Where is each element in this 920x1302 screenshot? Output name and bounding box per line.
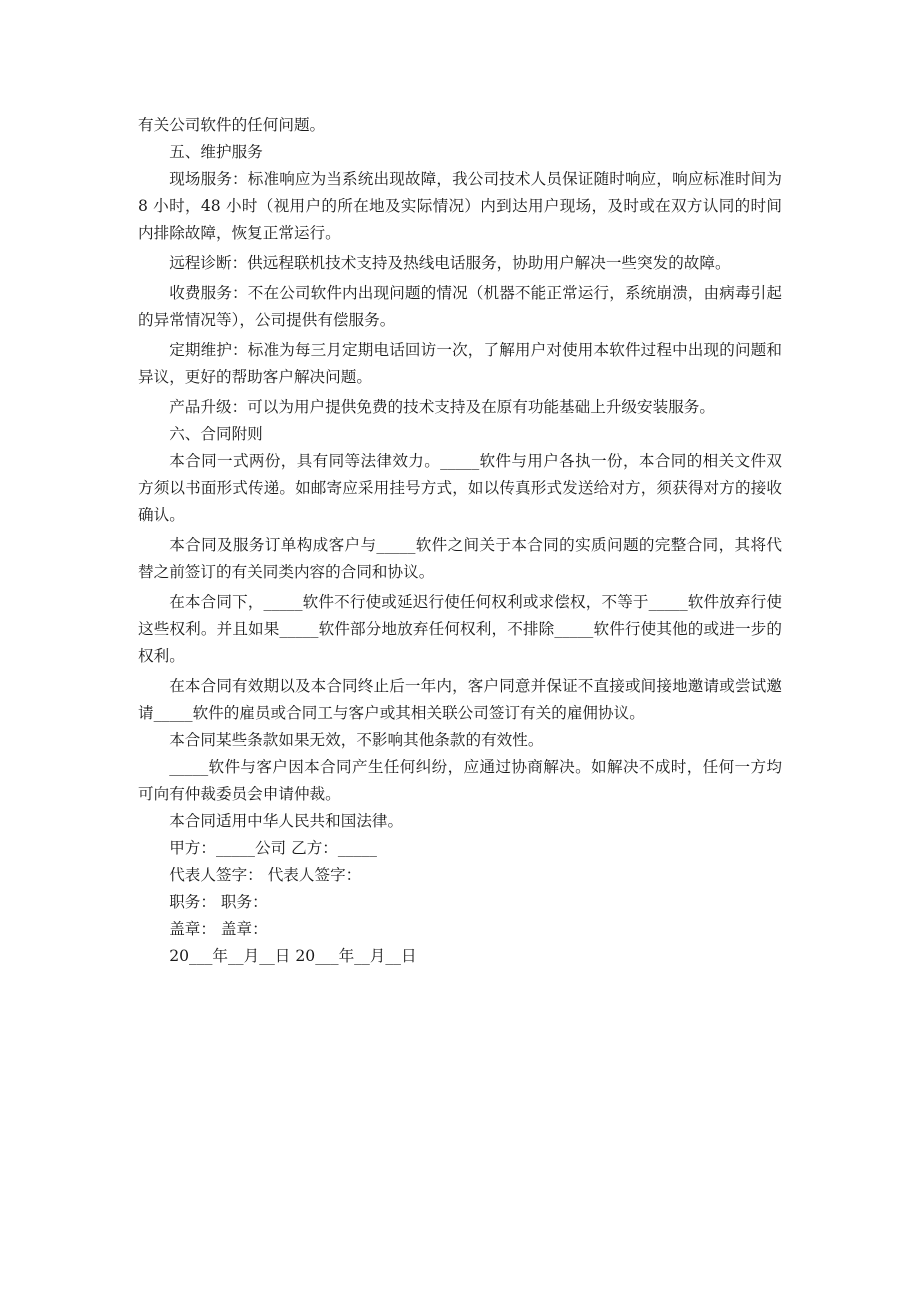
signature-seals: 盖章： 盖章： xyxy=(169,920,268,938)
signature-parties: 甲方：_____公司 乙方：_____ xyxy=(169,839,377,857)
paragraph-paid-service: 收费服务：不在公司软件内出现问题的情况（机器不能正常运行，系统崩溃，由病毒引起的异常情况等），公司提供有偿服务。 xyxy=(138,284,782,329)
paragraph-onsite-service: 现场服务：标准响应为当系统出现故障，我公司技术人员保证随时响应，响应标准时间为 8 小时，48 小时（视用户的所在地及实际情况）内到达用户现场，及时或在双方认同的时间内排除故障，恢复正常运行。 xyxy=(138,170,782,242)
paragraph-complete-contract: 本合同及服务订单构成客户与_____软件之间关于本合同的实质问题的完整合同，其将代替之前签订的有关同类内容的合同和协议。 xyxy=(138,536,782,581)
paragraph-regular-maintenance: 定期维护：标准为每三月定期电话回访一次，了解用户对使用本软件过程中出现的问题和异议，更好的帮助客户解决问题。 xyxy=(138,341,782,386)
signature-representatives: 代表人签字： 代表人签字： xyxy=(169,866,362,884)
paragraph-continuation: 有关公司软件的任何问题。 xyxy=(138,116,326,134)
paragraph-copies: 本合同一式两份，具有同等法律效力。_____软件与用户各执一份，本合同的相关文件双方须以书面形式传递。如邮寄应采用挂号方式，如以传真形式发送给对方，须获得对方的接收确认。 xyxy=(138,452,782,524)
paragraph-remote-diagnosis: 远程诊断：供远程联机技术支持及热线电话服务，协助用户解决一些突发的故障。 xyxy=(169,254,731,272)
section-heading-supplementary: 六、合同附则 xyxy=(169,425,263,443)
paragraph-non-solicitation: 在本合同有效期以及本合同终止后一年内，客户同意并保证不直接或间接地邀请或尝试邀请_____软件的雇员或合同工与客户或其相关联公司签订有关的雇佣协议。 xyxy=(138,677,782,722)
signature-dates: 20___年__月__日 20___年__月__日 xyxy=(169,947,417,965)
paragraph-governing-law: 本合同适用中华人民共和国法律。 xyxy=(169,812,404,830)
section-heading-maintenance: 五、维护服务 xyxy=(169,143,263,161)
document-page xyxy=(138,112,782,970)
paragraph-rights-waiver: 在本合同下，_____软件不行使或延迟行使任何权利或求偿权，不等于_____软件放弃行使这些权利。并且如果_____软件部分地放弃任何权利，不排除_____软件行使其他的或进一步的权利。 xyxy=(138,593,782,665)
signature-positions: 职务： 职务： xyxy=(169,893,268,911)
paragraph-disputes: _____软件与客户因本合同产生任何纠纷，应通过协商解决。如解决不成时，任何一方均可向有仲裁委员会申请仲裁。 xyxy=(138,758,782,803)
paragraph-product-upgrade: 产品升级：可以为用户提供免费的技术支持及在原有功能基础上升级安装服务。 xyxy=(169,398,715,416)
paragraph-severability: 本合同某些条款如果无效，不影响其他条款的有效性。 xyxy=(169,731,544,749)
